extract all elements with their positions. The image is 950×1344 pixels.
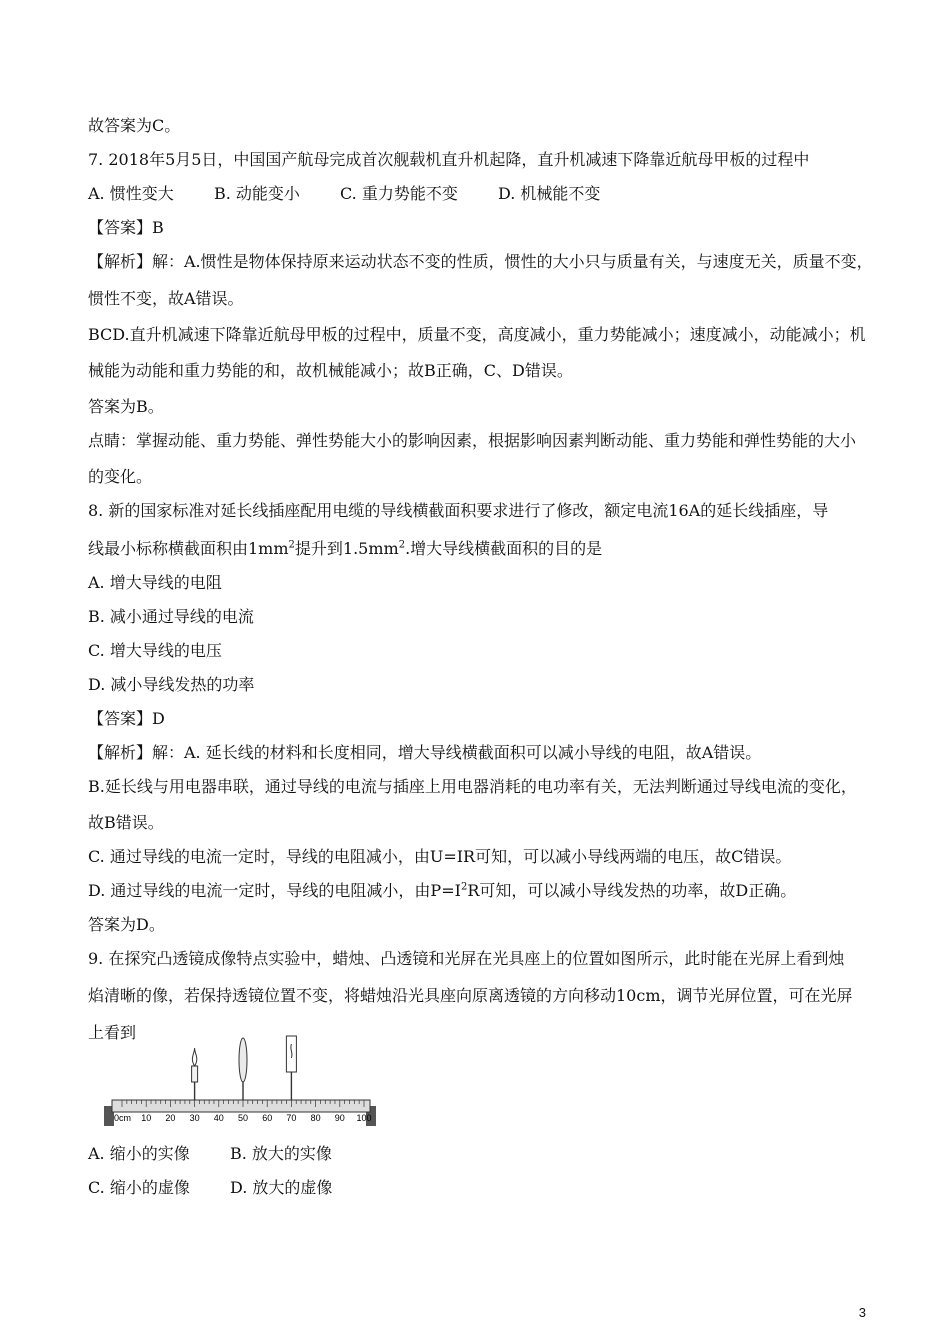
text-segment: D. 通过导线的电流一定时，导线的电阻减小，由P=I [88,881,461,900]
analysis-line: 点睛：掌握动能、重力势能、弹性势能大小的影响因素，根据影响因素判断动能、重力势能和弹性势能的大小 [88,431,857,450]
option-b: B. 减小通过导线的电流 [88,607,254,626]
page-number: 3 [858,1305,866,1320]
scale-label: 50 [237,1113,249,1123]
scale-label: 10 [141,1113,152,1123]
analysis-line: 答案为B。 [88,397,164,416]
superscript: 2 [288,539,295,551]
analysis-line: C. 通过导线的电流一定时，导线的电阻减小，由U=IR可知，可以减小导线两端的电压，故C错误。 [88,847,792,866]
answer-8: 【答案】D [88,709,165,728]
text-segment: 提升到1.5mm [294,539,399,558]
analysis-line: 【解析】解：A. 延长线的材料和长度相同，增大导线横截面积可以减小导线的电阻，故A错误。 [88,743,762,762]
option-d: D. 减小导线发热的功率 [88,675,255,694]
option-c: C. 缩小的虚像 [88,1178,190,1197]
scale-label: 70 [286,1113,297,1123]
scale-label: 90 [334,1113,345,1123]
scale-label: 40 [213,1113,224,1123]
light-screen [286,1036,296,1100]
option-d: D. 放大的虚像 [230,1178,333,1197]
option-a: A. 缩小的实像 [88,1144,190,1163]
optical-bench-figure [104,1022,376,1126]
superscript: 2 [460,881,468,893]
analysis-line: 惯性不变，故A错误。 [88,289,244,308]
candle [192,1048,198,1100]
option-a: A. 惯性变大 [88,184,174,203]
candle-flame [192,1048,196,1066]
scale-labels [141,1113,371,1123]
scale-label: 100 [356,1113,372,1123]
analysis-line: BCD.直升机减速下降靠近航母甲板的过程中，质量不变，高度减小，重力势能减小；速度减小，动能减小；机 [88,325,866,344]
analysis-line: 的变化。 [88,467,153,486]
option-c: C. 重力势能不变 [340,184,458,203]
question-9-options-row1 [88,1143,332,1165]
question-8-line2 [88,538,602,560]
scale-label: 30 [189,1113,200,1123]
question-9-line2: 焰清晰的像，若保持透镜位置不变，将蜡烛沿光具座向原离透镜的方向移动10cm，调节光屏位置，可在光屏 [88,986,853,1005]
analysis-line: 答案为D。 [88,915,165,934]
candle-body [192,1066,198,1082]
text-segment: .增大导线横截面积的目的是 [405,539,603,558]
option-d: D. 机械能不变 [498,184,601,203]
scale-label: 80 [310,1113,321,1123]
option-a: A. 增大导线的电阻 [88,573,222,592]
scale-label: 60 [262,1113,273,1123]
option-c: C. 增大导线的电压 [88,641,222,660]
analysis-line [88,880,796,902]
question-8: 8. 新的国家标准对延长线插座配用电缆的导线横截面积要求进行了修改，额定电流16A的延长线插座，导 [88,501,829,520]
analysis-line: B.延长线与用电器串联，通过导线的电流与插座上用电器消耗的电功率有关，无法判断通过导线电流的变化， [88,777,857,796]
scale-unit-label: 0cm [114,1113,132,1123]
superscript: 2 [398,539,406,551]
question-7-options [88,183,600,205]
convex-lens [239,1038,247,1100]
question-9-options-row2 [88,1177,332,1199]
lens-body [239,1038,247,1082]
option-b: B. 动能变小 [214,184,300,203]
text-line: 故答案为C。 [88,116,181,135]
text-segment: R可知，可以减小导线发热的功率，故D正确。 [467,881,797,900]
question-9: 9. 在探究凸透镜成像特点实验中，蜡烛、凸透镜和光屏在光具座上的位置如图所示，此时能在光屏上看到烛 [88,949,845,968]
question-7: 7. 2018年5月5日，中国国产航母完成首次舰载机直升机起降，直升机减速下降靠近航母甲板的过程中 [88,150,810,169]
option-b: B. 放大的实像 [230,1144,332,1163]
analysis-line: 械能为动能和重力势能的和，故机械能减小；故B正确，C、D错误。 [88,361,573,380]
scale-label: 20 [165,1113,176,1123]
text-segment: 线最小标称横截面积由1mm [88,539,289,558]
answer-7: 【答案】B [88,218,164,237]
question-9-line3: 上看到 [88,1023,137,1042]
analysis-line: 故B错误。 [88,813,164,832]
analysis-line: 【解析】解：A.惯性是物体保持原来运动状态不变的性质，惯性的大小只与质量有关，与速度无关，质量不变， [88,252,873,271]
